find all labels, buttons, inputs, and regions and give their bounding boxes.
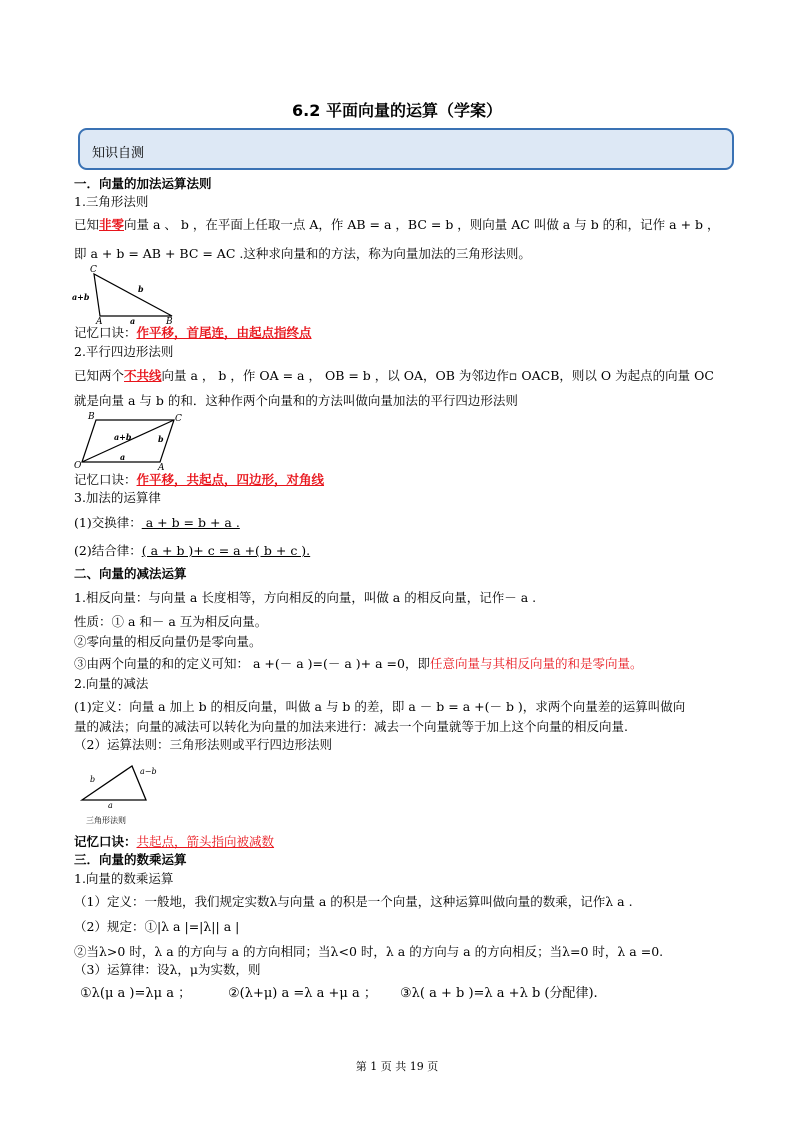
- mnemonic-1-text: 作平移，首尾连，由起点指终点: [136, 325, 312, 340]
- label-b: b: [90, 775, 96, 784]
- text: 已知两个: [74, 368, 125, 383]
- section-banner: [78, 128, 734, 170]
- text: 已知: [74, 217, 100, 232]
- scalar-law-3: ③λ( a + b )=λ a +λ b (分配律).: [400, 986, 598, 1001]
- section-heading-addition: 一．向量的加法运算法则: [74, 176, 212, 191]
- label-b: B: [166, 317, 173, 324]
- parallelogram-figure: [72, 410, 184, 472]
- section-heading-subtraction: 二、向量的减法运算: [74, 566, 187, 581]
- mnemonic-2-text: 作平移，共起点，四边形，对角线: [136, 472, 325, 487]
- banner-label: 知识自测: [92, 146, 145, 161]
- mnemonic-2: [74, 472, 324, 488]
- scalar-law-2: ②(λ+μ) a =λ a +μ a ；: [228, 986, 377, 1001]
- label-a: A: [96, 317, 103, 324]
- text: 记忆口诀：: [74, 325, 137, 340]
- mnemonic-3: [74, 834, 274, 850]
- label-a-minus-b: a−b: [140, 767, 157, 776]
- property-3-highlight: 任意向量与其相反向量的和是零向量。: [429, 656, 643, 671]
- subtraction-def-1: (1)定义：向量 a 加上 b 的相反向量，叫做 a 与 b 的差，即 a － b = a +(－ b )，求两个向量差的运算叫做向: [74, 699, 686, 714]
- label-c: C: [90, 265, 97, 275]
- page-footer: 第 1 页 共 19 页: [355, 1060, 439, 1073]
- subtraction-def-2: 量的减法；向量的减法可以转化为向量的加法来进行：减去一个向量就等于加上这个向量的相反向量.: [74, 719, 628, 734]
- text: (2)结合律：: [74, 543, 142, 558]
- triangle-rule-line-2: 即 a + b = AB + BC = AC .这种求向量和的方法，称为向量加法的三角形法则。: [74, 246, 531, 261]
- text: 记忆口诀：: [74, 472, 137, 487]
- figure-caption: 三角形法则: [86, 816, 126, 825]
- highlight-nonzero: 非零: [99, 217, 125, 232]
- commutative-law: [74, 515, 240, 531]
- label-vec-a: a: [120, 452, 126, 462]
- text: 记忆口诀：: [74, 834, 137, 849]
- label-side-b: b: [138, 284, 144, 294]
- parallelogram-line-1: [74, 368, 714, 384]
- triangle-rule-figure: [72, 262, 182, 324]
- scalar-laws: （3）运算律：设λ，μ为实数，则: [74, 962, 261, 977]
- label-c: C: [175, 414, 182, 424]
- opposite-vector-def: 1.相反向量：与向量 a 长度相等，方向相反的向量，叫做 a 的相反向量，记作－ a .: [74, 590, 537, 605]
- page-title: 6.2 平面向量的运算（学案）: [292, 101, 502, 120]
- scalar-def: （1）定义：一般地，我们规定实数λ与向量 a 的积是一个向量，这种运算叫做向量的数乘，记作λ a .: [74, 894, 633, 909]
- label-o: O: [74, 461, 82, 471]
- associative-law: [74, 543, 310, 559]
- label-vec-b: b: [158, 434, 164, 444]
- scalar-rule-2: ②当λ>0 时，λ a 的方向与 a 的方向相同；当λ<0 时，λ a 的方向与 a 的方向相反；当λ=0 时，λ a =0.: [74, 944, 664, 959]
- section-heading-scalar: 三．向量的数乘运算: [74, 852, 187, 867]
- associative-formula: ( a + b )+ c = a +( b + c ).: [141, 543, 311, 558]
- scalar-law-1: ①λ(μ a )=λμ a ；: [80, 986, 192, 1001]
- parallelogram-line-2: 就是向量 a 与 b 的和．这种作两个向量和的方法叫做向量加法的平行四边形法则: [74, 393, 518, 408]
- subtraction-rule: （2）运算法则：三角形法则或平行四边形法则: [74, 737, 332, 752]
- label-a: A: [158, 463, 165, 472]
- label-side-a: a: [130, 316, 136, 324]
- commutative-formula: a + b = b + a .: [141, 515, 240, 530]
- subtraction-figure: [78, 758, 162, 826]
- property-3: [74, 656, 642, 672]
- text: 向量 a 、 b ，在平面上任取一点 A，作 AB = a ，BC = b ，则向量 AC 叫做 a 与 b 的和，记作 a + b ，: [124, 217, 720, 232]
- label-a-plus-b: a+b: [114, 432, 132, 442]
- subheading-subtraction: 2.向量的减法: [74, 676, 149, 691]
- mnemonic-1: [74, 325, 312, 341]
- triangle-rule-line-1: [74, 217, 720, 233]
- triangle-shape: [94, 274, 172, 316]
- property-2: ②零向量的相反向量仍是零向量。: [74, 634, 262, 649]
- subheading-triangle-rule: 1.三角形法则: [74, 194, 149, 209]
- text: ③由两个向量的和的定义可知： a +(－ a )=(－ a )+ a =0，即: [74, 656, 430, 671]
- label-b: B: [88, 412, 95, 422]
- text: (1)交换律：: [74, 515, 142, 530]
- highlight-noncollinear: 不共线: [124, 368, 162, 383]
- scalar-rule-1: （2）规定：①|λ a |=|λ|| a |: [74, 919, 240, 934]
- property-1: 性质：① a 和－ a 互为相反向量。: [74, 614, 268, 629]
- label-a-plus-b: a+b: [72, 292, 90, 302]
- subheading-parallelogram-rule: 2.平行四边形法则: [74, 344, 174, 359]
- mnemonic-3-text: 共起点，箭头指向被减数: [136, 834, 275, 849]
- text: 向量 a ， b ，作 OA = a ， OB = b ，以 OA，OB 为邻边作▫ OACB，则以 O 为起点的向量 OC: [161, 368, 714, 383]
- subheading-addition-laws: 3.加法的运算律: [74, 490, 161, 505]
- label-a: a: [108, 801, 113, 810]
- subheading-scalar: 1.向量的数乘运算: [74, 871, 174, 886]
